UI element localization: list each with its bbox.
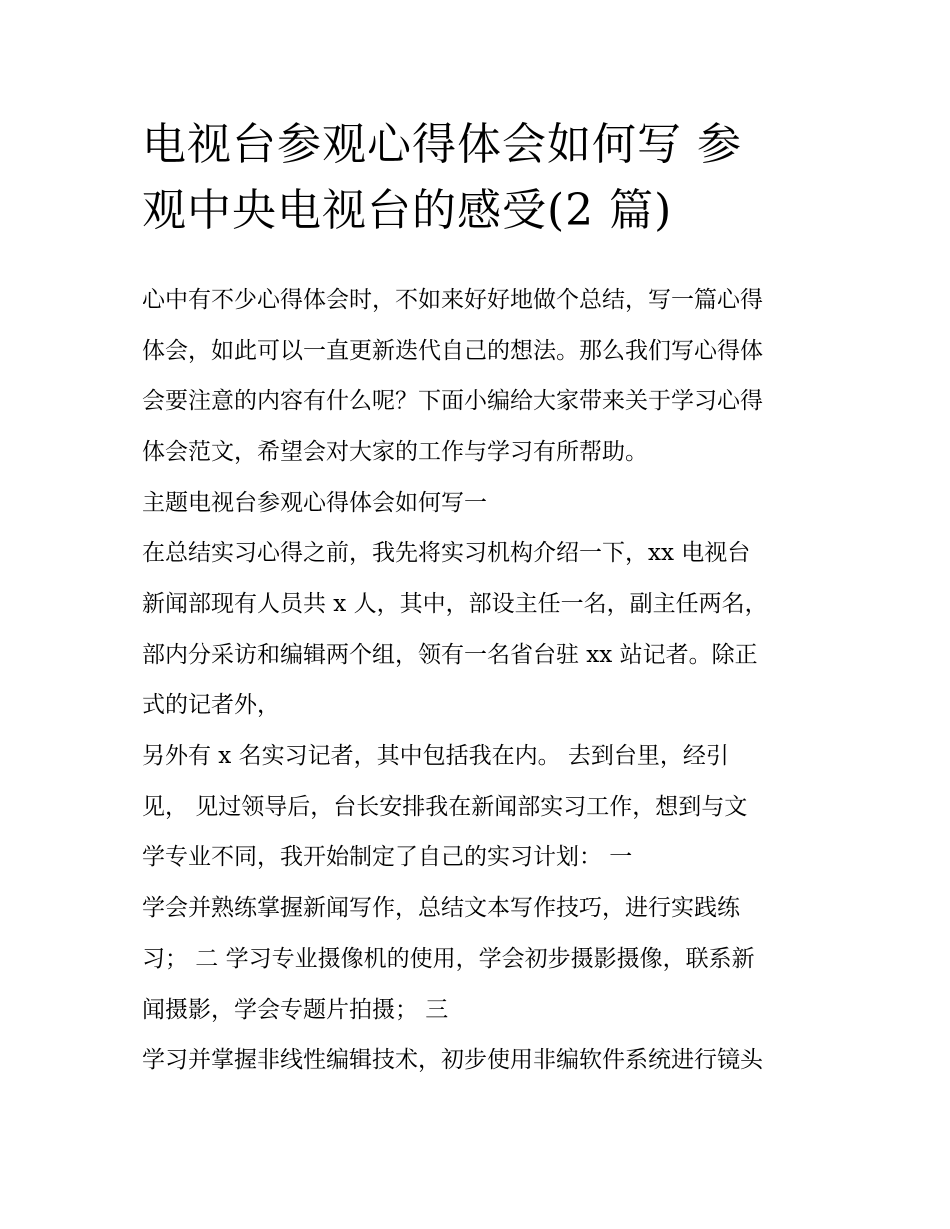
title-line-2: 观中央电视台的感受(2 篇) xyxy=(142,185,673,236)
section-heading: 主题电视台参观心得体会如何写一 xyxy=(142,490,487,516)
body-line: 学专业不同，我开始制定了自己的实习计划： 一 xyxy=(142,844,633,870)
body-line: 学习并掌握非线性编辑技术，初步使用非编软件系统进行镜头 xyxy=(142,1047,763,1073)
body-line: 习； 二 学习专业摄像机的使用，学会初步摄影摄像，联系新 xyxy=(142,946,755,972)
body-line: 另外有 x 名实习记者，其中包括我在内。 去到台里，经引 xyxy=(142,743,729,769)
title-line-1: 电视台参观心得体会如何写 参 xyxy=(142,119,742,170)
body-line: 体会范文，希望会对大家的工作与学习有所帮助。 xyxy=(142,439,648,465)
body-line: 新闻部现有人员共 x 人，其中，部设主任一名，副主任两名， xyxy=(142,591,768,617)
document-title xyxy=(142,112,822,244)
body-line: 闻摄影，学会专题片拍摄； 三 xyxy=(142,997,449,1023)
body-line: 在总结实习心得之前，我先将实习机构介绍一下，xx 电视台 xyxy=(142,540,751,566)
body-line: 式的记者外， xyxy=(142,692,280,718)
body-line: 部内分采访和编辑两个组，领有一名省台驻 xx 站记者。除正 xyxy=(142,642,758,668)
body-line: 学会并熟练掌握新闻写作，总结文本写作技巧，进行实践练 xyxy=(142,895,740,921)
body-line: 见， 见过领导后，台长安排我在新闻部实习工作，想到与文 xyxy=(142,794,748,820)
body-line: 心中有不少心得体会时，不如来好好地做个总结，写一篇心得 xyxy=(142,287,763,313)
body-line: 会要注意的内容有什么呢？下面小编给大家带来关于学习心得 xyxy=(142,388,763,414)
body-line: 体会，如此可以一直更新迭代自己的想法。那么我们写心得体 xyxy=(142,338,763,364)
